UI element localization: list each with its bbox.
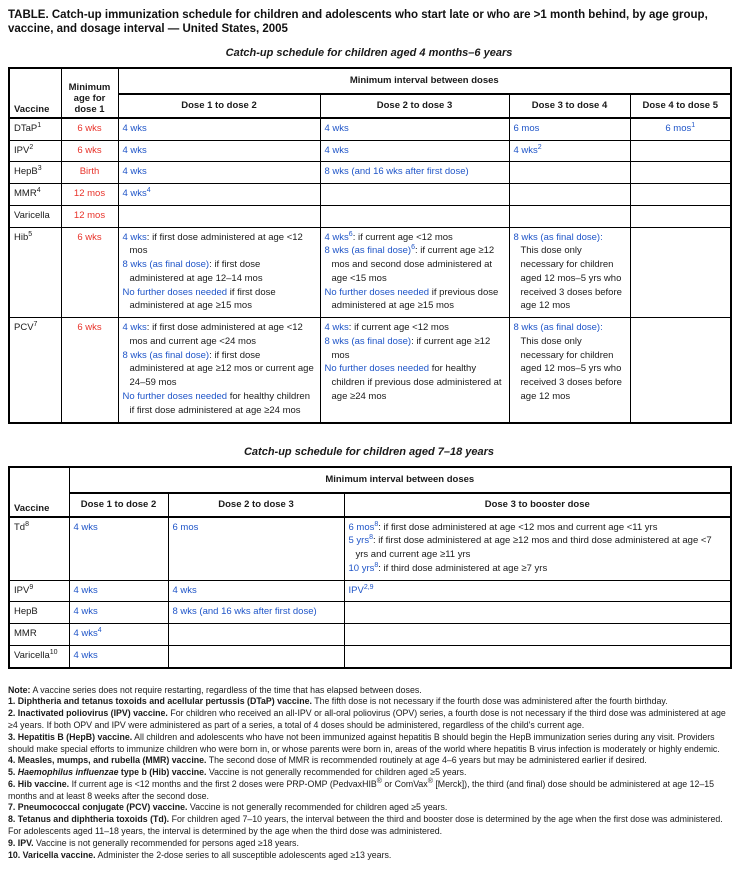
footnotes bbox=[8, 685, 730, 862]
footnote bbox=[8, 814, 730, 838]
text-segment: if first dose administered at age ≥15 mos bbox=[129, 286, 276, 312]
footnote bbox=[8, 779, 730, 803]
interval-cell bbox=[509, 227, 630, 318]
cell-paragraph bbox=[123, 187, 316, 201]
footnote bbox=[8, 708, 730, 732]
table1-header-min-age: Minimum age for dose 1 bbox=[61, 68, 118, 118]
interval-cell bbox=[69, 624, 168, 646]
min-age-cell: 12 mos bbox=[61, 184, 118, 206]
text-segment: 6 mos bbox=[348, 521, 375, 533]
text-segment: The second dose of MMR is recommended routinely at age 4–6 years but may be administered earlier if desired. bbox=[206, 755, 647, 766]
interval-cell bbox=[118, 205, 320, 227]
text-segment: 8 bbox=[374, 520, 379, 528]
text-segment: 6. Hib vaccine. bbox=[8, 778, 70, 789]
vaccine-name-cell: Td$^8$ bbox=[9, 517, 69, 581]
interval-cell bbox=[320, 162, 509, 184]
text-segment: IPV bbox=[348, 584, 364, 596]
table1-header-interval-span: Minimum interval between doses bbox=[118, 68, 731, 94]
interval-cell bbox=[630, 184, 731, 206]
table2-header-vaccine: Vaccine bbox=[9, 467, 69, 517]
cell-paragraph bbox=[325, 144, 505, 158]
cell-paragraph bbox=[514, 122, 626, 136]
text-segment: No further doses needed bbox=[122, 391, 228, 402]
min-age-cell: 6 wks bbox=[61, 140, 118, 162]
interval-cell bbox=[320, 118, 509, 140]
footnote bbox=[8, 802, 730, 814]
text-segment: 2. Inactivated poliovirus (IPV) vaccine. bbox=[8, 708, 168, 719]
vaccine-name-cell: Varicella$^{10}$ bbox=[9, 645, 69, 667]
cell-paragraph bbox=[173, 521, 340, 535]
min-age-cell: 6 wks bbox=[61, 318, 118, 423]
text-segment: 4 wks bbox=[122, 231, 147, 243]
cell-paragraph bbox=[74, 521, 164, 535]
text-segment: 6 bbox=[411, 244, 415, 252]
text-segment: 4. Measles, mumps, and rubella (MMR) vaccine. bbox=[8, 755, 207, 766]
table-row bbox=[9, 227, 731, 318]
text-segment: : if current age ≥12 mos and second dose administered at age <15 mos bbox=[331, 245, 495, 284]
text-segment: 1 bbox=[691, 121, 696, 129]
catchup-table-4mo-6yr bbox=[8, 67, 732, 424]
interval-cell bbox=[344, 624, 731, 646]
text-segment: 4 wks bbox=[324, 231, 349, 243]
cell-paragraph bbox=[123, 258, 316, 286]
text-segment: 6 bbox=[348, 230, 353, 238]
interval-cell bbox=[344, 517, 731, 581]
cell-paragraph bbox=[173, 605, 340, 619]
table-row bbox=[9, 624, 731, 646]
table1-header-dose1-2: Dose 1 to dose 2 bbox=[118, 94, 320, 118]
interval-cell bbox=[320, 318, 509, 423]
text-segment: Note: bbox=[8, 684, 31, 695]
table-row bbox=[9, 602, 731, 624]
text-segment: 4 wks bbox=[324, 322, 349, 334]
text-segment: 4 bbox=[97, 626, 102, 634]
text-segment: For children who received an all-IPV or all-oral poliovirus (OPV) series, a fourth dose is not necessary if the third dose was administered at age ≥4 years. If both OPV and IPV were administered as part of a series, a total of 4 doses should be administered, regardless of the child's current age. bbox=[8, 708, 726, 730]
cell-paragraph bbox=[74, 649, 164, 663]
text-segment: For children aged 7–10 years, the interval between the third and booster dose is determined by the age when the first dose was administered. For adolescents aged 11–18 years, the interval is determined by the age when the third dose was administered. bbox=[8, 814, 723, 837]
interval-cell bbox=[118, 227, 320, 318]
text-segment: type b (Hib) vaccine. bbox=[118, 767, 207, 778]
table-row bbox=[9, 645, 731, 667]
section1-heading: Catch-up schedule for children aged 4 months–6 years bbox=[225, 46, 513, 59]
vaccine-name-cell: Varicella bbox=[9, 205, 61, 227]
cell-paragraph bbox=[325, 122, 505, 136]
text-segment: 10. Varicella vaccine. bbox=[8, 849, 96, 860]
table1-header-dose2-3: Dose 2 to dose 3 bbox=[320, 94, 509, 118]
text-segment: [Merck]), the third (and final) dose should be administered at age 12–15 months and at least 8 weeks after the second dose. bbox=[8, 778, 715, 801]
text-segment: 4 wks bbox=[324, 144, 349, 156]
cell-paragraph bbox=[325, 165, 505, 179]
vaccine-name-cell: IPV$^2$ bbox=[9, 140, 61, 162]
text-segment: Vaccine is not generally recommended for children aged ≥5 years. bbox=[206, 767, 467, 778]
text-segment: : bbox=[600, 231, 603, 243]
cell-paragraph bbox=[325, 244, 505, 285]
vaccine-name-cell: MMR$^4$ bbox=[9, 184, 61, 206]
min-age-cell: Birth bbox=[61, 162, 118, 184]
catchup-table-7-18yr bbox=[8, 466, 732, 669]
text-segment: 6 mos bbox=[665, 122, 692, 134]
text-segment: This dose only necessary for children aged 12 mos–5 yrs who received 3 doses before age 12 mos bbox=[520, 335, 622, 402]
footnote bbox=[8, 696, 730, 708]
text-segment: 4 wks bbox=[172, 584, 197, 596]
interval-cell bbox=[630, 140, 731, 162]
text-segment: 8 wks (as final dose) bbox=[513, 322, 601, 334]
footnote bbox=[8, 685, 730, 697]
text-segment: 8 wks (as final dose) bbox=[513, 231, 601, 243]
text-segment: 8 wks (and 16 wks after first dose) bbox=[172, 606, 317, 618]
min-age-cell: 6 wks bbox=[61, 118, 118, 140]
table-row bbox=[9, 162, 731, 184]
text-segment: 2,9 bbox=[363, 583, 374, 591]
interval-cell bbox=[509, 205, 630, 227]
text-segment: A vaccine series does not require restarting, regardless of the time that has elapsed between doses. bbox=[30, 684, 422, 695]
footnote bbox=[8, 755, 730, 767]
text-segment: 5. bbox=[8, 767, 18, 778]
interval-cell bbox=[344, 645, 731, 667]
cell-paragraph bbox=[349, 584, 727, 598]
interval-cell bbox=[320, 184, 509, 206]
text-segment: : if current age ≥12 mos bbox=[331, 335, 491, 361]
cell-paragraph bbox=[123, 165, 316, 179]
text-segment: : if first dose administered at age ≥12 mos and third dose administered at age <7 yrs and current age ≥11 yrs bbox=[355, 535, 712, 561]
interval-cell bbox=[509, 162, 630, 184]
interval-cell bbox=[118, 184, 320, 206]
min-age-cell: 6 wks bbox=[61, 227, 118, 318]
interval-cell bbox=[168, 602, 344, 624]
text-segment: If current age is <12 months and the first 2 doses were PRP-OMP (PedvaxHIB bbox=[69, 778, 377, 789]
text-segment: 9. IPV. bbox=[8, 837, 34, 848]
text-segment: 7. Pneumococcal conjugate (PCV) vaccine. bbox=[8, 802, 188, 813]
text-segment: if previous dose administered at age ≥15 mos bbox=[331, 286, 499, 312]
text-segment: 4 wks bbox=[122, 188, 147, 200]
cell-paragraph bbox=[514, 321, 626, 335]
text-segment: 4 wks bbox=[122, 322, 147, 334]
text-segment: 8 wks (as final dose) bbox=[324, 245, 412, 257]
table2-header-dose1-2: Dose 1 to dose 2 bbox=[69, 493, 168, 517]
interval-cell bbox=[630, 205, 731, 227]
interval-cell bbox=[69, 580, 168, 602]
text-segment: The fifth dose is not necessary if the fourth dose was administered after the fourth birthday. bbox=[311, 696, 668, 707]
text-segment: 4 wks bbox=[73, 649, 98, 661]
cell-paragraph bbox=[349, 534, 727, 562]
interval-cell bbox=[118, 140, 320, 162]
interval-cell bbox=[630, 227, 731, 318]
text-segment: : if first dose administered at age <12 mos bbox=[129, 231, 303, 257]
text-segment: ® bbox=[376, 777, 382, 785]
text-segment: 4 bbox=[146, 186, 151, 194]
text-segment: 4 wks bbox=[122, 144, 147, 156]
text-segment: 4 wks bbox=[73, 606, 98, 618]
table-row bbox=[9, 184, 731, 206]
interval-cell bbox=[509, 118, 630, 140]
text-segment: : if first dose administered at age 12–14 mos bbox=[129, 259, 263, 284]
interval-cell bbox=[509, 140, 630, 162]
text-segment: No further doses needed bbox=[324, 363, 430, 375]
cell-paragraph bbox=[349, 521, 727, 535]
text-segment: : bbox=[600, 322, 603, 334]
vaccine-name-cell: MMR bbox=[9, 624, 69, 646]
vaccine-name-cell: Hib$^5$ bbox=[9, 227, 61, 318]
interval-cell bbox=[69, 645, 168, 667]
cell-paragraph bbox=[74, 627, 164, 641]
text-segment: 4 wks bbox=[73, 521, 98, 533]
footnote bbox=[8, 732, 730, 756]
cell-paragraph bbox=[123, 286, 316, 314]
cell-paragraph bbox=[123, 122, 316, 136]
cell-paragraph bbox=[74, 584, 164, 598]
text-segment: 4 wks bbox=[122, 166, 147, 178]
cell-paragraph bbox=[325, 335, 505, 363]
text-segment: 10 yrs bbox=[348, 562, 375, 574]
interval-cell bbox=[118, 318, 320, 423]
table-row bbox=[9, 140, 731, 162]
table2-header-dose2-3: Dose 2 to dose 3 bbox=[168, 493, 344, 517]
cell-paragraph bbox=[173, 584, 340, 598]
interval-cell bbox=[168, 624, 344, 646]
vaccine-name-cell: IPV$^9$ bbox=[9, 580, 69, 602]
text-segment: 8 bbox=[374, 561, 379, 569]
interval-cell bbox=[118, 162, 320, 184]
interval-cell bbox=[509, 184, 630, 206]
interval-cell bbox=[320, 227, 509, 318]
vaccine-name-cell: HepB bbox=[9, 602, 69, 624]
text-segment: 4 wks bbox=[73, 584, 98, 596]
text-segment: 8 wks (as final dose) bbox=[122, 349, 210, 361]
interval-cell bbox=[168, 645, 344, 667]
text-segment: : if current age <12 mos bbox=[348, 322, 449, 334]
interval-cell bbox=[630, 118, 731, 140]
interval-cell bbox=[320, 140, 509, 162]
text-segment: 4 wks bbox=[513, 144, 538, 156]
text-segment: 6 mos bbox=[513, 122, 540, 134]
table-row bbox=[9, 580, 731, 602]
interval-cell bbox=[630, 318, 731, 423]
text-segment: : if first dose administered at age ≥12 mos or current age 24–59 mos bbox=[129, 349, 314, 389]
cell-paragraph bbox=[123, 390, 316, 418]
cell-paragraph bbox=[349, 562, 727, 576]
interval-cell bbox=[118, 118, 320, 140]
table-row bbox=[9, 205, 731, 227]
cell-paragraph bbox=[123, 144, 316, 158]
footnote bbox=[8, 850, 730, 862]
table-row bbox=[9, 318, 731, 423]
cell-paragraph bbox=[325, 231, 505, 245]
cell-paragraph bbox=[123, 321, 316, 349]
cell-paragraph bbox=[514, 335, 626, 404]
cell-paragraph bbox=[514, 244, 626, 313]
text-segment: for healthy children if previous dose administered at age ≥24 mos bbox=[331, 363, 502, 402]
text-segment: 8 wks (as final dose) bbox=[324, 335, 412, 347]
table-row bbox=[9, 118, 731, 140]
text-segment: ® bbox=[427, 777, 433, 785]
cell-paragraph bbox=[325, 362, 505, 403]
text-segment: 2 bbox=[537, 143, 542, 151]
text-segment: 5 yrs bbox=[348, 535, 370, 547]
interval-cell bbox=[69, 517, 168, 581]
cell-paragraph bbox=[74, 605, 164, 619]
footnote bbox=[8, 838, 730, 850]
interval-cell bbox=[344, 580, 731, 602]
interval-cell bbox=[344, 602, 731, 624]
table1-header-dose3-4: Dose 3 to dose 4 bbox=[509, 94, 630, 118]
text-segment: 4 wks bbox=[324, 122, 349, 134]
text-segment: 4 wks bbox=[122, 122, 147, 134]
vaccine-name-cell: PCV$^7$ bbox=[9, 318, 61, 423]
interval-cell bbox=[630, 162, 731, 184]
cell-paragraph bbox=[123, 231, 316, 259]
cell-paragraph bbox=[514, 231, 626, 245]
page-title: TABLE. Catch-up immunization schedule for children and adolescents who start late or who are >1 month behind, by age group, vaccine, and dosage interval — United States, 2005 bbox=[8, 9, 708, 36]
table2-header-dose3-booster: Dose 3 to booster dose bbox=[344, 493, 731, 517]
text-segment: : if first dose administered at age <12 mos and current age <11 yrs bbox=[378, 521, 658, 533]
text-segment: All children and adolescents who have not been immunized against hepatitis B should begin the HepB immunization series during any visit. Providers should make special efforts to immunize children who were born in, or whose parents were born in, areas of the world where hepatitis B virus infection is moderately or highly endemic. bbox=[8, 731, 720, 754]
text-segment: Vaccine is not generally recommended for children aged ≥5 years. bbox=[187, 802, 448, 813]
footnote bbox=[8, 767, 730, 779]
text-segment: 6 mos bbox=[172, 521, 199, 533]
vaccine-name-cell: HepB$^3$ bbox=[9, 162, 61, 184]
text-segment: 8 wks (as final dose) bbox=[122, 259, 210, 271]
text-segment: : if current age <12 mos bbox=[352, 231, 453, 243]
cell-paragraph bbox=[325, 321, 505, 335]
text-segment: Haemophilus influenzae bbox=[17, 767, 119, 778]
vaccine-name-cell: DTaP$^1$ bbox=[9, 118, 61, 140]
min-age-cell: 12 mos bbox=[61, 205, 118, 227]
text-segment: 8 wks (and 16 wks after first dose) bbox=[324, 166, 469, 178]
text-segment: : if first dose administered at age <12 mos and current age <24 mos bbox=[129, 322, 303, 347]
table1-header-vaccine: Vaccine bbox=[9, 68, 61, 118]
text-segment: No further doses needed bbox=[122, 286, 228, 298]
text-segment: or ComVax bbox=[381, 778, 428, 789]
text-segment: 3. Hepatitis B (HepB) vaccine. bbox=[8, 731, 133, 742]
table2-header-interval-span: Minimum interval between doses bbox=[69, 467, 731, 493]
text-segment: 8 bbox=[369, 534, 373, 542]
cell-paragraph bbox=[123, 349, 316, 390]
table-row bbox=[9, 517, 731, 581]
cell-paragraph bbox=[635, 122, 727, 136]
text-segment: This dose only necessary for children aged 12 mos–5 yrs who received 3 doses before age 12 mos bbox=[520, 245, 622, 312]
text-segment: No further doses needed bbox=[324, 286, 430, 298]
interval-cell bbox=[69, 602, 168, 624]
section2-heading: Catch-up schedule for children aged 7–18 years bbox=[243, 445, 495, 458]
text-segment: 4 wks bbox=[73, 628, 98, 640]
table1-header-dose4-5: Dose 4 to dose 5 bbox=[630, 94, 731, 118]
interval-cell bbox=[168, 580, 344, 602]
cell-paragraph bbox=[514, 144, 626, 158]
text-segment: : if third dose administered at age ≥7 yrs bbox=[378, 562, 548, 574]
interval-cell bbox=[320, 205, 509, 227]
interval-cell bbox=[168, 517, 344, 581]
text-segment: Administer the 2-dose series to all susceptible adolescents aged ≥13 years. bbox=[95, 849, 392, 860]
text-segment: Vaccine is not generally recommended for persons aged ≥18 years. bbox=[33, 837, 299, 848]
text-segment: 8. Tetanus and diphtheria toxoids (Td). bbox=[8, 814, 170, 825]
interval-cell bbox=[509, 318, 630, 423]
text-segment: 1. Diphtheria and tetanus toxoids and acellular pertussis (DTaP) vaccine. bbox=[8, 696, 312, 707]
cell-paragraph bbox=[325, 286, 505, 314]
text-segment: for healthy children if first dose administered at age ≥24 mos bbox=[129, 391, 310, 416]
